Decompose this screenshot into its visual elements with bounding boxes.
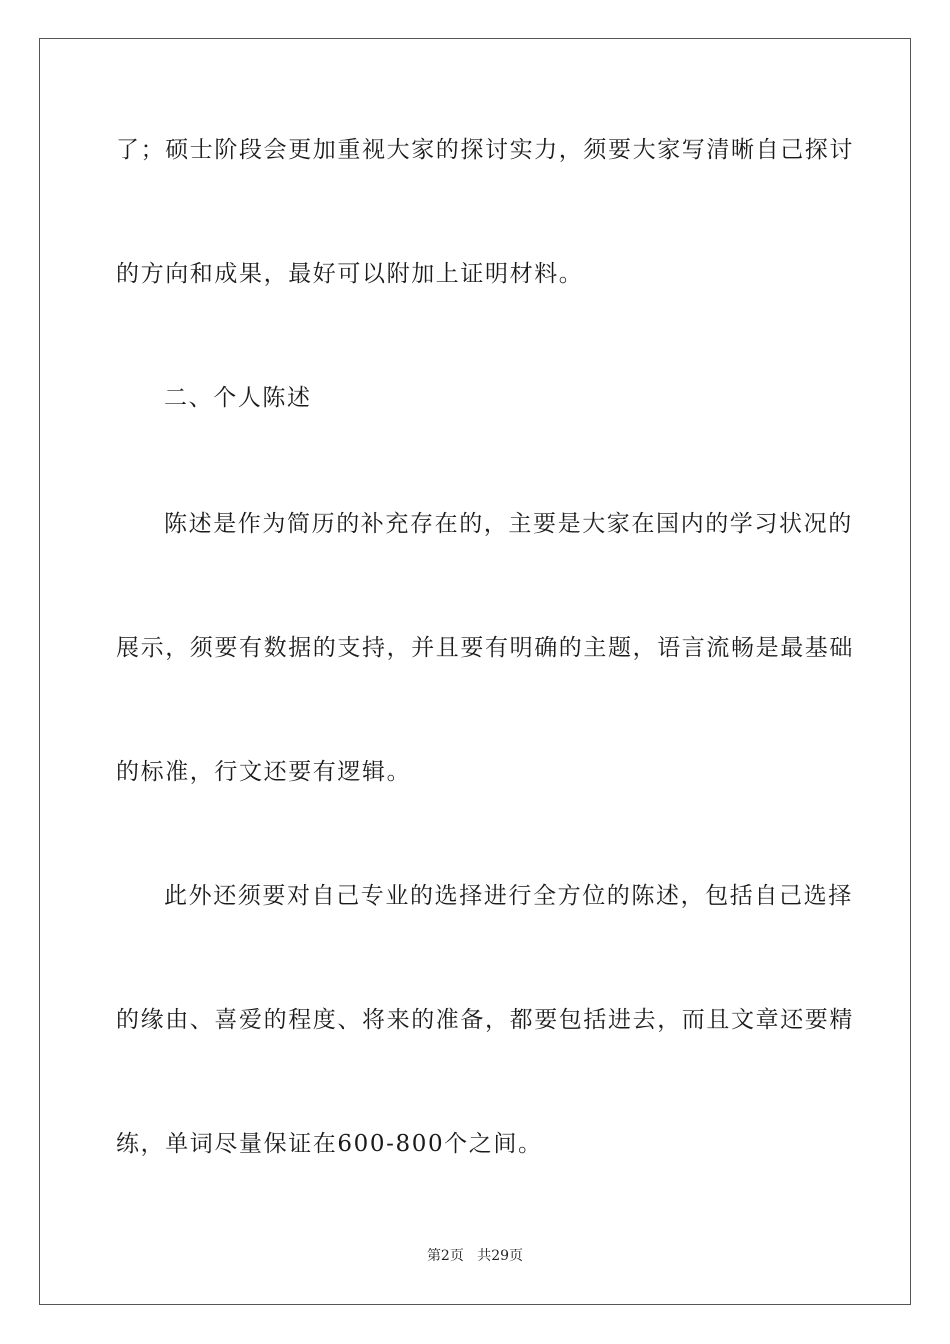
paragraph-line: 展示，须要有数据的支持，并且要有明确的主题，语言流畅是最基础: [116, 635, 854, 661]
paragraph-line: 陈述是作为简历的补充存在的，主要是大家在国内的学习状况的: [164, 511, 853, 537]
page-border: [39, 38, 911, 1305]
paragraph-line: 了；硕士阶段会更加重视大家的探讨实力，须要大家写清晰自己探讨: [116, 137, 854, 163]
page-footer: [0, 1247, 950, 1265]
paragraph-line: 练，单词尽量保证在600-800个之间。: [116, 1131, 543, 1157]
page-number: 第2页: [426, 1248, 464, 1264]
paragraph-line: 此外还须要对自己专业的选择进行全方位的陈述，包括自己选择: [164, 883, 853, 909]
paragraph-line: 的标准，行文还要有逻辑。: [116, 759, 412, 785]
paragraph-line: 的方向和成果，最好可以附加上证明材料。: [116, 261, 584, 287]
total-pages: 共29页: [477, 1248, 524, 1264]
paragraph-line: 的缘由、喜爱的程度、将来的准备，都要包括进去，而且文章还要精: [116, 1007, 854, 1033]
section-heading: 二、个人陈述: [164, 385, 312, 411]
